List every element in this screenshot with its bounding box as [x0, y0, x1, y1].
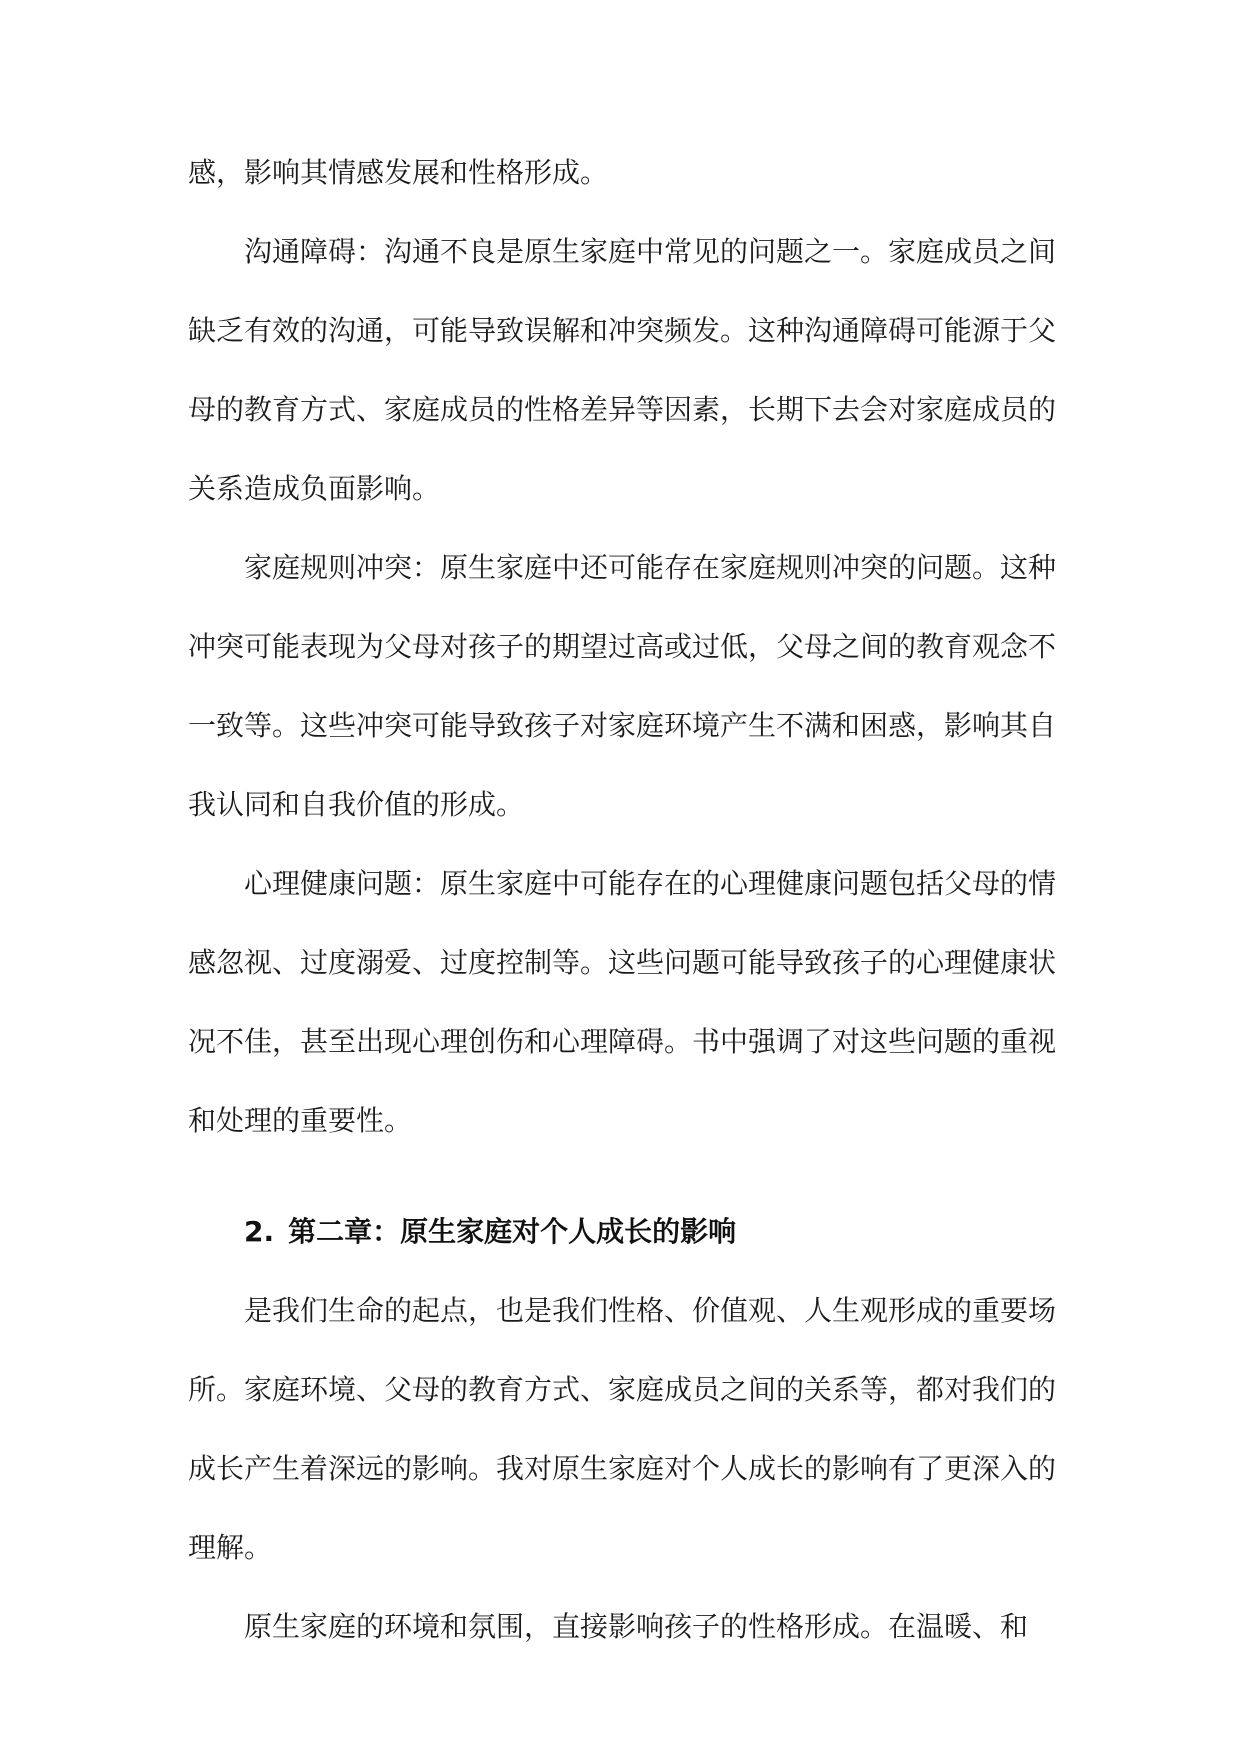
paragraph-family-rule-conflicts: 家庭规则冲突：原生家庭中还可能存在家庭规则冲突的问题。这种冲突可能表现为父母对孩子的期望过高或过低，父母之间的教育观念不一致等。这些冲突可能导致孩子对家庭环境产生不满和困惑，影响其自我认同和自我价值的形成。 [188, 551, 1057, 821]
paragraph-family-as-origin: 是我们生命的起点，也是我们性格、价值观、人生观形成的重要场所。家庭环境、父母的教育方式、家庭成员之间的关系等，都对我们的成长产生着深远的影响。我对原生家庭对个人成长的影响有了更深入的理解。 [188, 1294, 1057, 1564]
chapter-heading [188, 1192, 1056, 1271]
paragraph-communication-barriers: 沟通障碍：沟通不良是原生家庭中常见的问题之一。家庭成员之间缺乏有效的沟通，可能导致误解和冲突频发。这种沟通障碍可能源于父母的教育方式、家庭成员的性格差异等因素，长期下去会对家庭成员的关系造成负面影响。 [188, 235, 1057, 505]
chapter-number: 2. [244, 1215, 275, 1248]
chapter-title: 第二章：原生家庭对个人成长的影响 [288, 1215, 737, 1248]
paragraph-continued: 感，影响其情感发展和性格形成。 [188, 156, 609, 189]
paragraph-mental-health-issues: 心理健康问题：原生家庭中可能存在的心理健康问题包括父母的情感忽视、过度溺爱、过度控制等。这些问题可能导致孩子的心理健康状况不佳，甚至出现心理创伤和心理障碍。书中强调了对这些问题的重视和处理的重要性。 [188, 867, 1057, 1137]
paragraph-family-environment: 原生家庭的环境和氛围，直接影响孩子的性格形成。在温暖、和 [244, 1610, 1029, 1643]
document-body [188, 133, 1056, 1666]
